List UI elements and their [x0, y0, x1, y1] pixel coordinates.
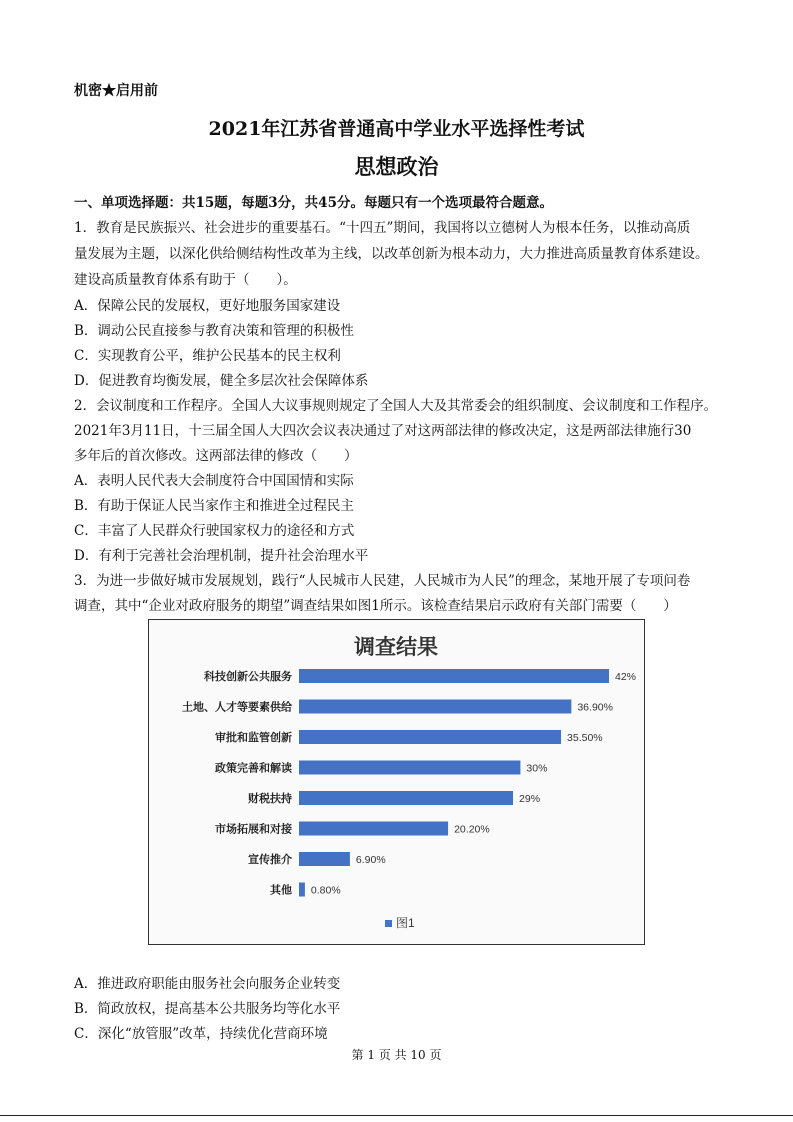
- bar: [299, 852, 350, 866]
- bar: [299, 822, 448, 836]
- question-3-option-c: C．深化“放管服”改革，持续优化营商环境: [74, 1026, 328, 1042]
- question-2-option-a: A．表明人民代表大会制度符合中国国情和实际: [74, 473, 354, 489]
- category-label: 宣传推介: [248, 854, 292, 866]
- survey-chart: [148, 619, 645, 945]
- bar: [299, 730, 561, 744]
- page-number: 第 1 页 共 10 页: [351, 1048, 442, 1062]
- bar-chart-svg: [149, 620, 643, 943]
- category-label: 政策完善和解读: [215, 762, 292, 775]
- question-1-stem-line: 1．教育是民族振兴、社会进步的重要基石。“十四五”期间，我国将以立德树人为根本任务，以推动高质: [74, 220, 691, 236]
- category-label: 市场拓展和对接: [215, 823, 292, 836]
- data-label: 42%: [615, 671, 637, 683]
- exam-title: 2021年江苏省普通高中学业水平选择性考试: [208, 118, 585, 140]
- data-label: 29%: [519, 793, 541, 805]
- question-1-option-b: B．调动公民直接参与教育决策和管理的积极性: [74, 323, 354, 339]
- category-label: 其他: [270, 884, 292, 897]
- bar: [299, 700, 571, 714]
- data-label: 35.50%: [567, 732, 603, 744]
- confidential-label: 机密★启用前: [74, 83, 158, 99]
- bar: [299, 791, 513, 805]
- question-2-stem-line: 2021年3月11日，十三届全国人大四次会议表决通过了对这两部法律的修改决定，这是两部法律施行30: [74, 423, 692, 439]
- question-2-option-c: C．丰富了人民群众行驶国家权力的途径和方式: [74, 523, 355, 539]
- data-label: 6.90%: [355, 854, 386, 866]
- question-3-option-b: B．简政放权，提高基本公共服务均等化水平: [74, 1001, 341, 1017]
- question-1-stem-line: 建设高质量教育体系有助于（ ）。: [74, 272, 297, 288]
- bar: [299, 669, 609, 683]
- question-1-stem-line: 量发展为主题，以深化供给侧结构性改革为主线，以改革创新为根本动力，大力推进高质量教育体系建设。: [74, 246, 709, 262]
- category-label: 科技创新公共服务: [204, 671, 292, 683]
- question-2-stem-line: 2．会议制度和工作程序。全国人大议事规则规定了全国人大及其常委会的组织制度、会议制度和工作程序。: [74, 398, 718, 414]
- category-label: 审批和监管创新: [215, 732, 292, 744]
- question-1-option-d: D．促进教育均衡发展，健全多层次社会保障体系: [74, 373, 369, 389]
- question-2-stem-line: 多年后的首次修改。这两部法律的修改（ ）: [74, 448, 358, 464]
- question-1-option-a: A．保障公民的发展权，更好地服务国家建设: [74, 298, 341, 314]
- legend-swatch: [385, 920, 392, 927]
- page-bottom-rule: [0, 1115, 793, 1116]
- question-1-option-c: C．实现教育公平，维护公民基本的民主权利: [74, 348, 341, 364]
- question-3-stem-line: 调查，其中“企业对政府服务的期望”调查结果如图1所示。该检查结果启示政府有关部门需要（ ）: [74, 598, 677, 614]
- category-label: 财税扶持: [248, 793, 292, 805]
- question-3-option-a: A．推进政府职能由服务社会向服务企业转变: [74, 976, 341, 992]
- bar: [299, 761, 520, 775]
- question-3-stem-line: 3．为进一步做好城市发展规划，践行“人民城市人民建，人民城市为人民”的理念，某地开展了专项问卷: [74, 573, 691, 589]
- section-heading: 一、单项选择题：共15题，每题3分，共45分。每题只有一个选项最符合题意。: [74, 195, 553, 211]
- data-label: 0.80%: [310, 884, 341, 897]
- bar: [299, 883, 305, 897]
- data-label: 36.90%: [577, 701, 613, 714]
- data-label: 20.20%: [454, 823, 490, 836]
- category-label: 土地、人才等要素供给: [182, 701, 292, 714]
- data-label: 30%: [526, 762, 548, 775]
- chart-bars-group: [182, 669, 636, 897]
- legend-label: 图1: [396, 916, 415, 930]
- subject-title: 思想政治: [354, 154, 439, 179]
- question-2-option-d: D．有利于完善社会治理机制，提升社会治理水平: [74, 548, 369, 564]
- question-2-option-b: B．有助于保证人民当家作主和推进全过程民主: [74, 498, 354, 514]
- chart-title: 调查结果: [354, 636, 438, 659]
